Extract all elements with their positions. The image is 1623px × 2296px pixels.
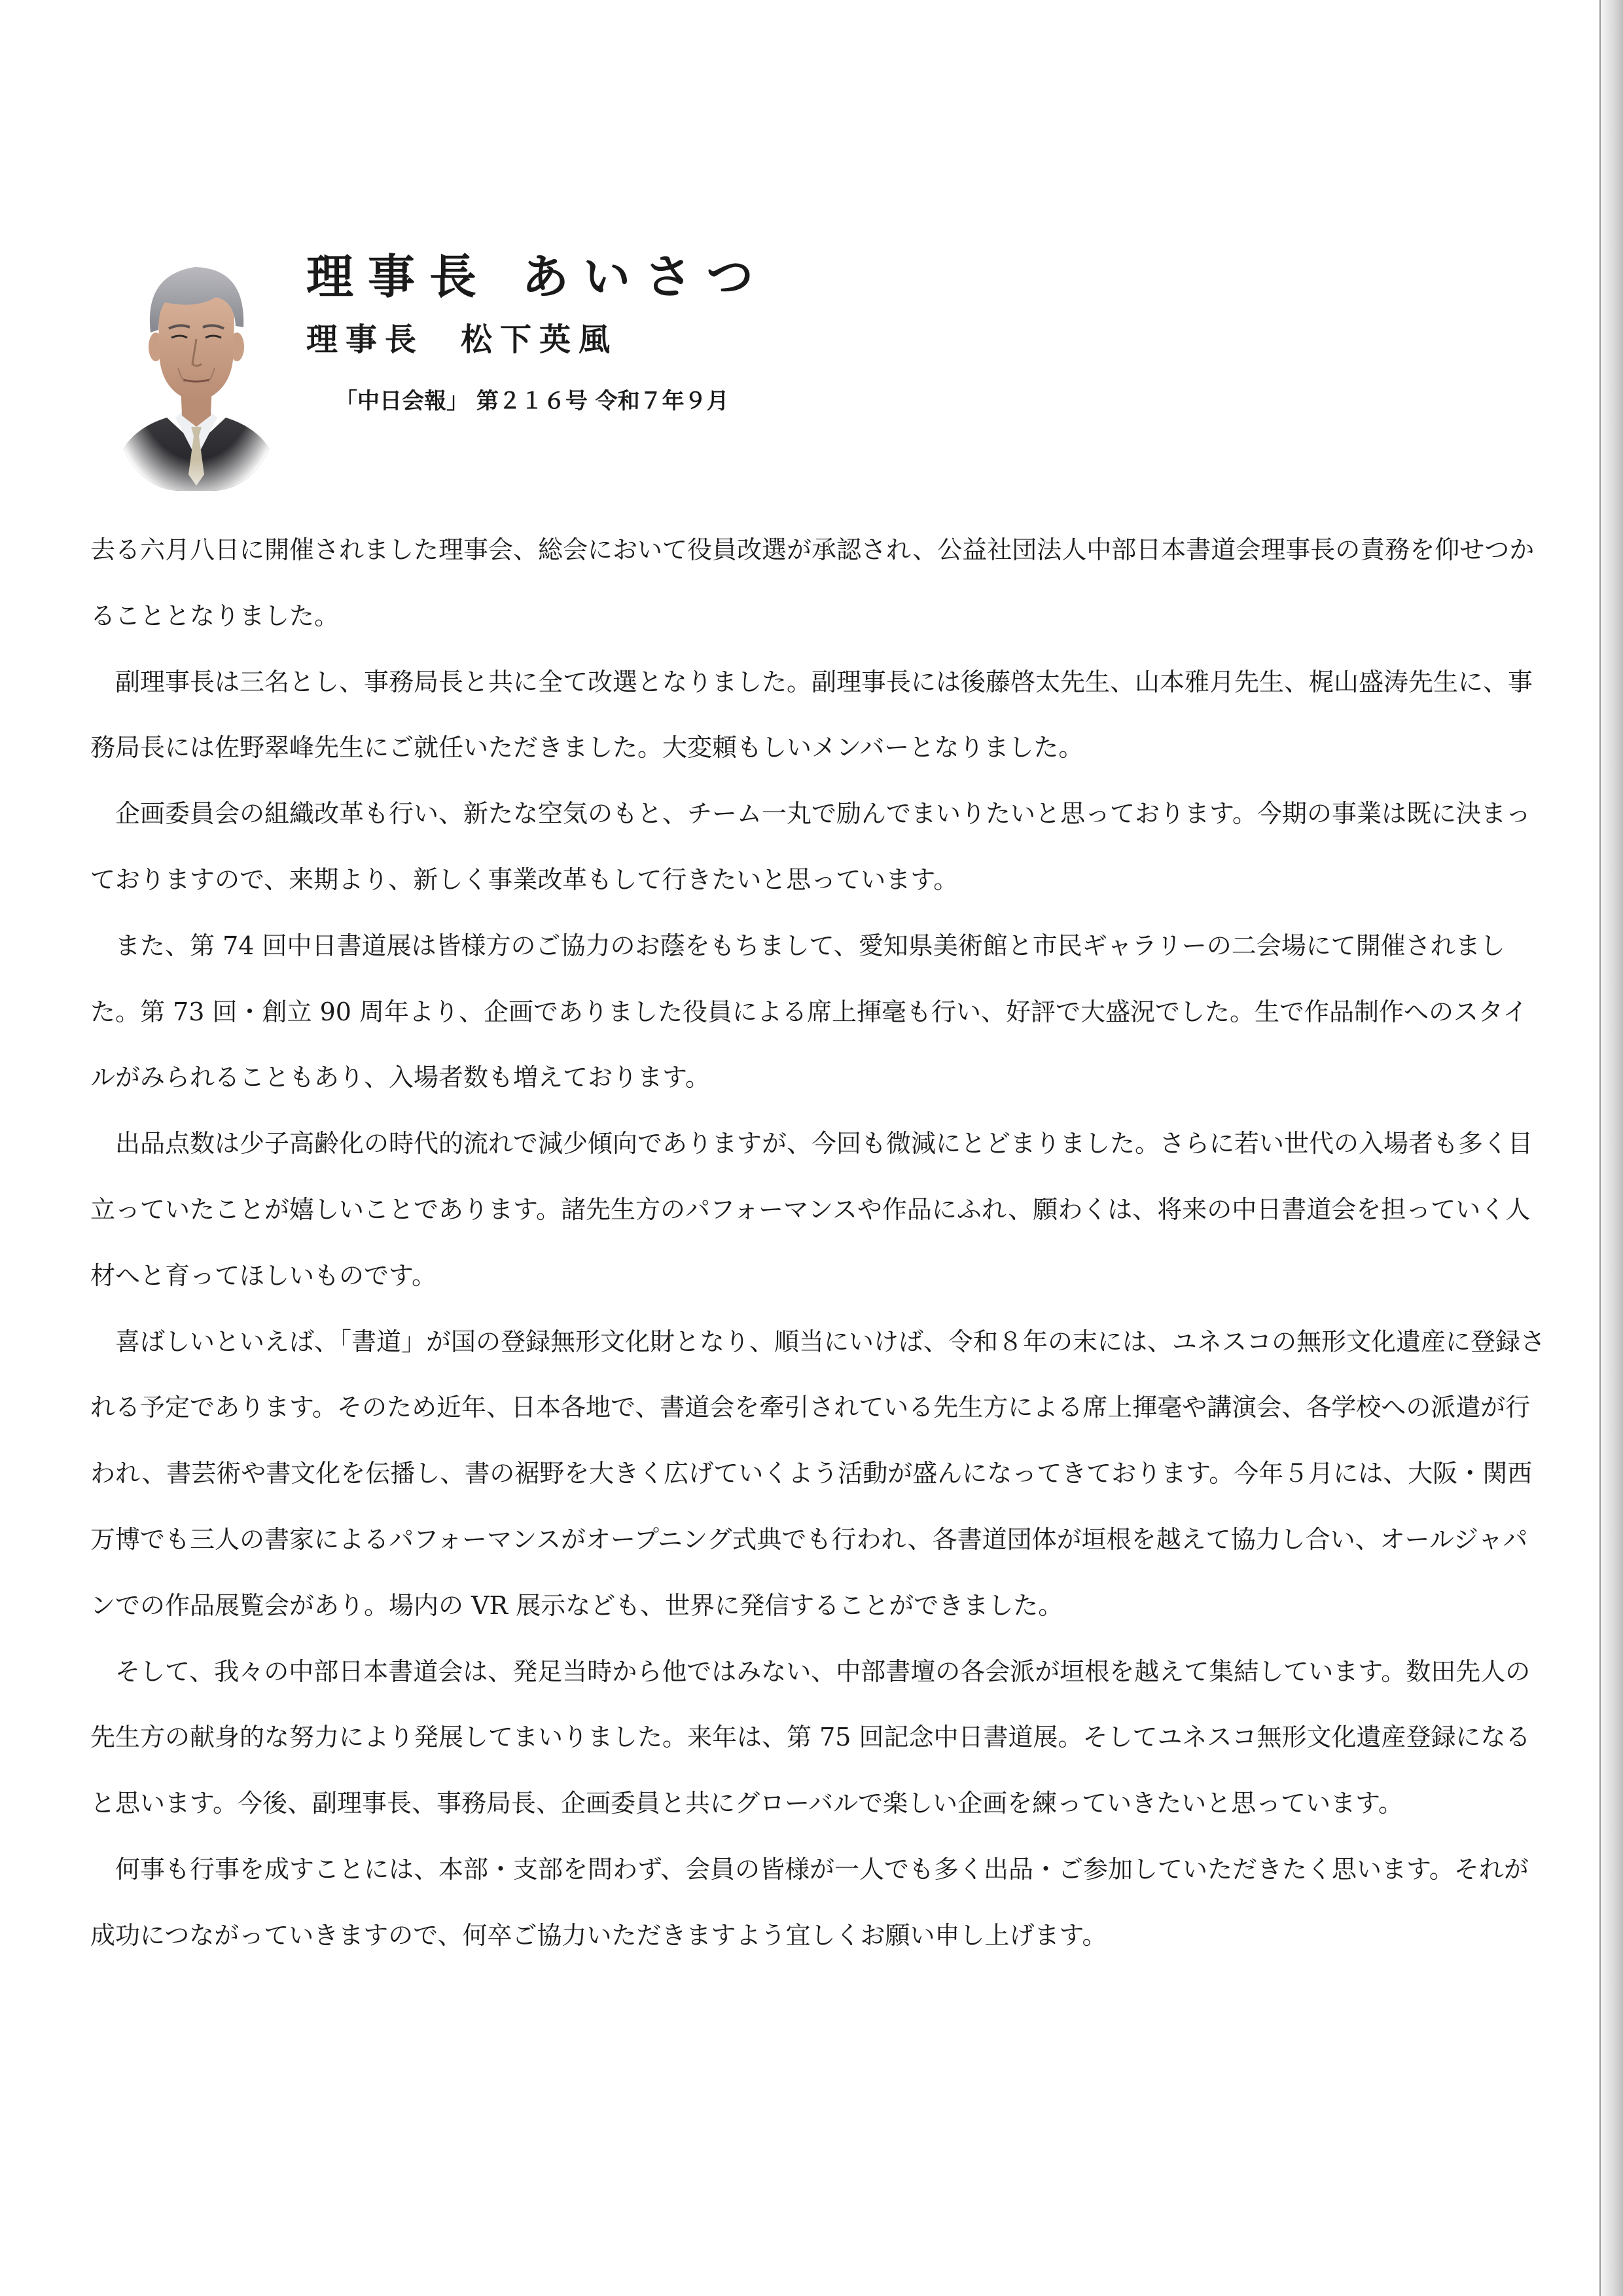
heading-block — [306, 247, 768, 418]
paragraph-4: また、第 74 回中日書道展は皆様方のご協力のお蔭をもちまして、愛知県美術館と市民ギャラリーの二会場にて開催されました。第 73 回・創立 90 周年より、企画でありました役員による席上揮毫も行い、好評で大盛況でした。生で作品制作へのスタイルがみられることもあり、入場者数も増えております。 — [90, 931, 1528, 1092]
paragraph-3: 企画委員会の組織改革も行い、新たな空気のもと、チーム一丸で励んでまいりたいと思っております。今期の事業は既に決まっておりますので、来期より、新しく事業改革もして行きたいと思っています。 — [90, 799, 1531, 894]
page-edge — [1599, 0, 1623, 2296]
paragraph-8: 何事も行事を成すことには、本部・支部を問わず、会員の皆様が一人でも多く出品・ご参加していただきたく思います。それが成功につながっていきますので、何卒ご協力いただきますよう宜しくお願い申し上げます。 — [90, 1854, 1529, 1950]
author-line — [306, 317, 768, 363]
article-body — [90, 517, 1546, 1969]
author-role: 理事長 — [306, 321, 425, 358]
portrait-photo — [118, 249, 275, 491]
paragraph-1: 去る六月八日に開催されました理事会、総会において役員改選が承認され、公益社団法人中部日本書道会理事長の責務を仰せつかることとなりました。 — [90, 535, 1535, 630]
paragraph-5: 出品点数は少子高齢化の時代的流れで減少傾向でありますが、今回も微減にとどまりました。さらに若い世代の入場者も多く目立っていたことが嬉しいことであります。諸先生方のパフォーマンスや作品にふれ、願わくは、将来の中日書道会を担っていく人材へと育ってほしいものです。 — [90, 1129, 1533, 1290]
paragraph-7: そして、我々の中部日本書道会は、発足当時から他ではみない、中部書壇の各会派が垣根を越えて集結しています。数田先人の先生方の献身的な努力により発展してまいりました。来年は、第 75 回記念中日書道展。そしてユネスコ無形文化遺産登録になると思います。今後、副理事長、事務局長、企画委員と共にグローバルで楽しい企画を練っていきたいと思っています。 — [90, 1657, 1531, 1818]
author-name: 松下英風 — [461, 321, 618, 358]
paragraph-6: 喜ばしいといえば、「書道」が国の登録無形文化財となり、順当にいけば、令和８年の末には、ユネスコの無形文化遺産に登録される予定であります。そのため近年、日本各地で、書道会を牽引されている先生方による席上揮毫や講演会、各学校への派遣が行われ、書芸術や書文化を伝播し、書の裾野を大きく広げていくよう活動が盛んになってきております。今年５月には、大阪・関西万博でも三人の書家によるパフォーマンスがオープニング式典でも行われ、各書道団体が垣根を越えて協力し合い、オールジャパンでの作品展覧会があり。場内の VR 展示なども、世界に発信することができました。 — [90, 1327, 1546, 1620]
issue-line: 「中日会報」 第２１６号 令和７年９月 — [335, 388, 729, 414]
paragraph-2: 副理事長は三名とし、事務局長と共に全て改選となりました。副理事長には後藤啓太先生、山本雅月先生、梶山盛涛先生に、事務局長には佐野翠峰先生にご就任いただきました。大変頼もしいメンバーとなりました。 — [90, 667, 1533, 762]
page-title: 理事長 あいさつ — [306, 249, 768, 304]
